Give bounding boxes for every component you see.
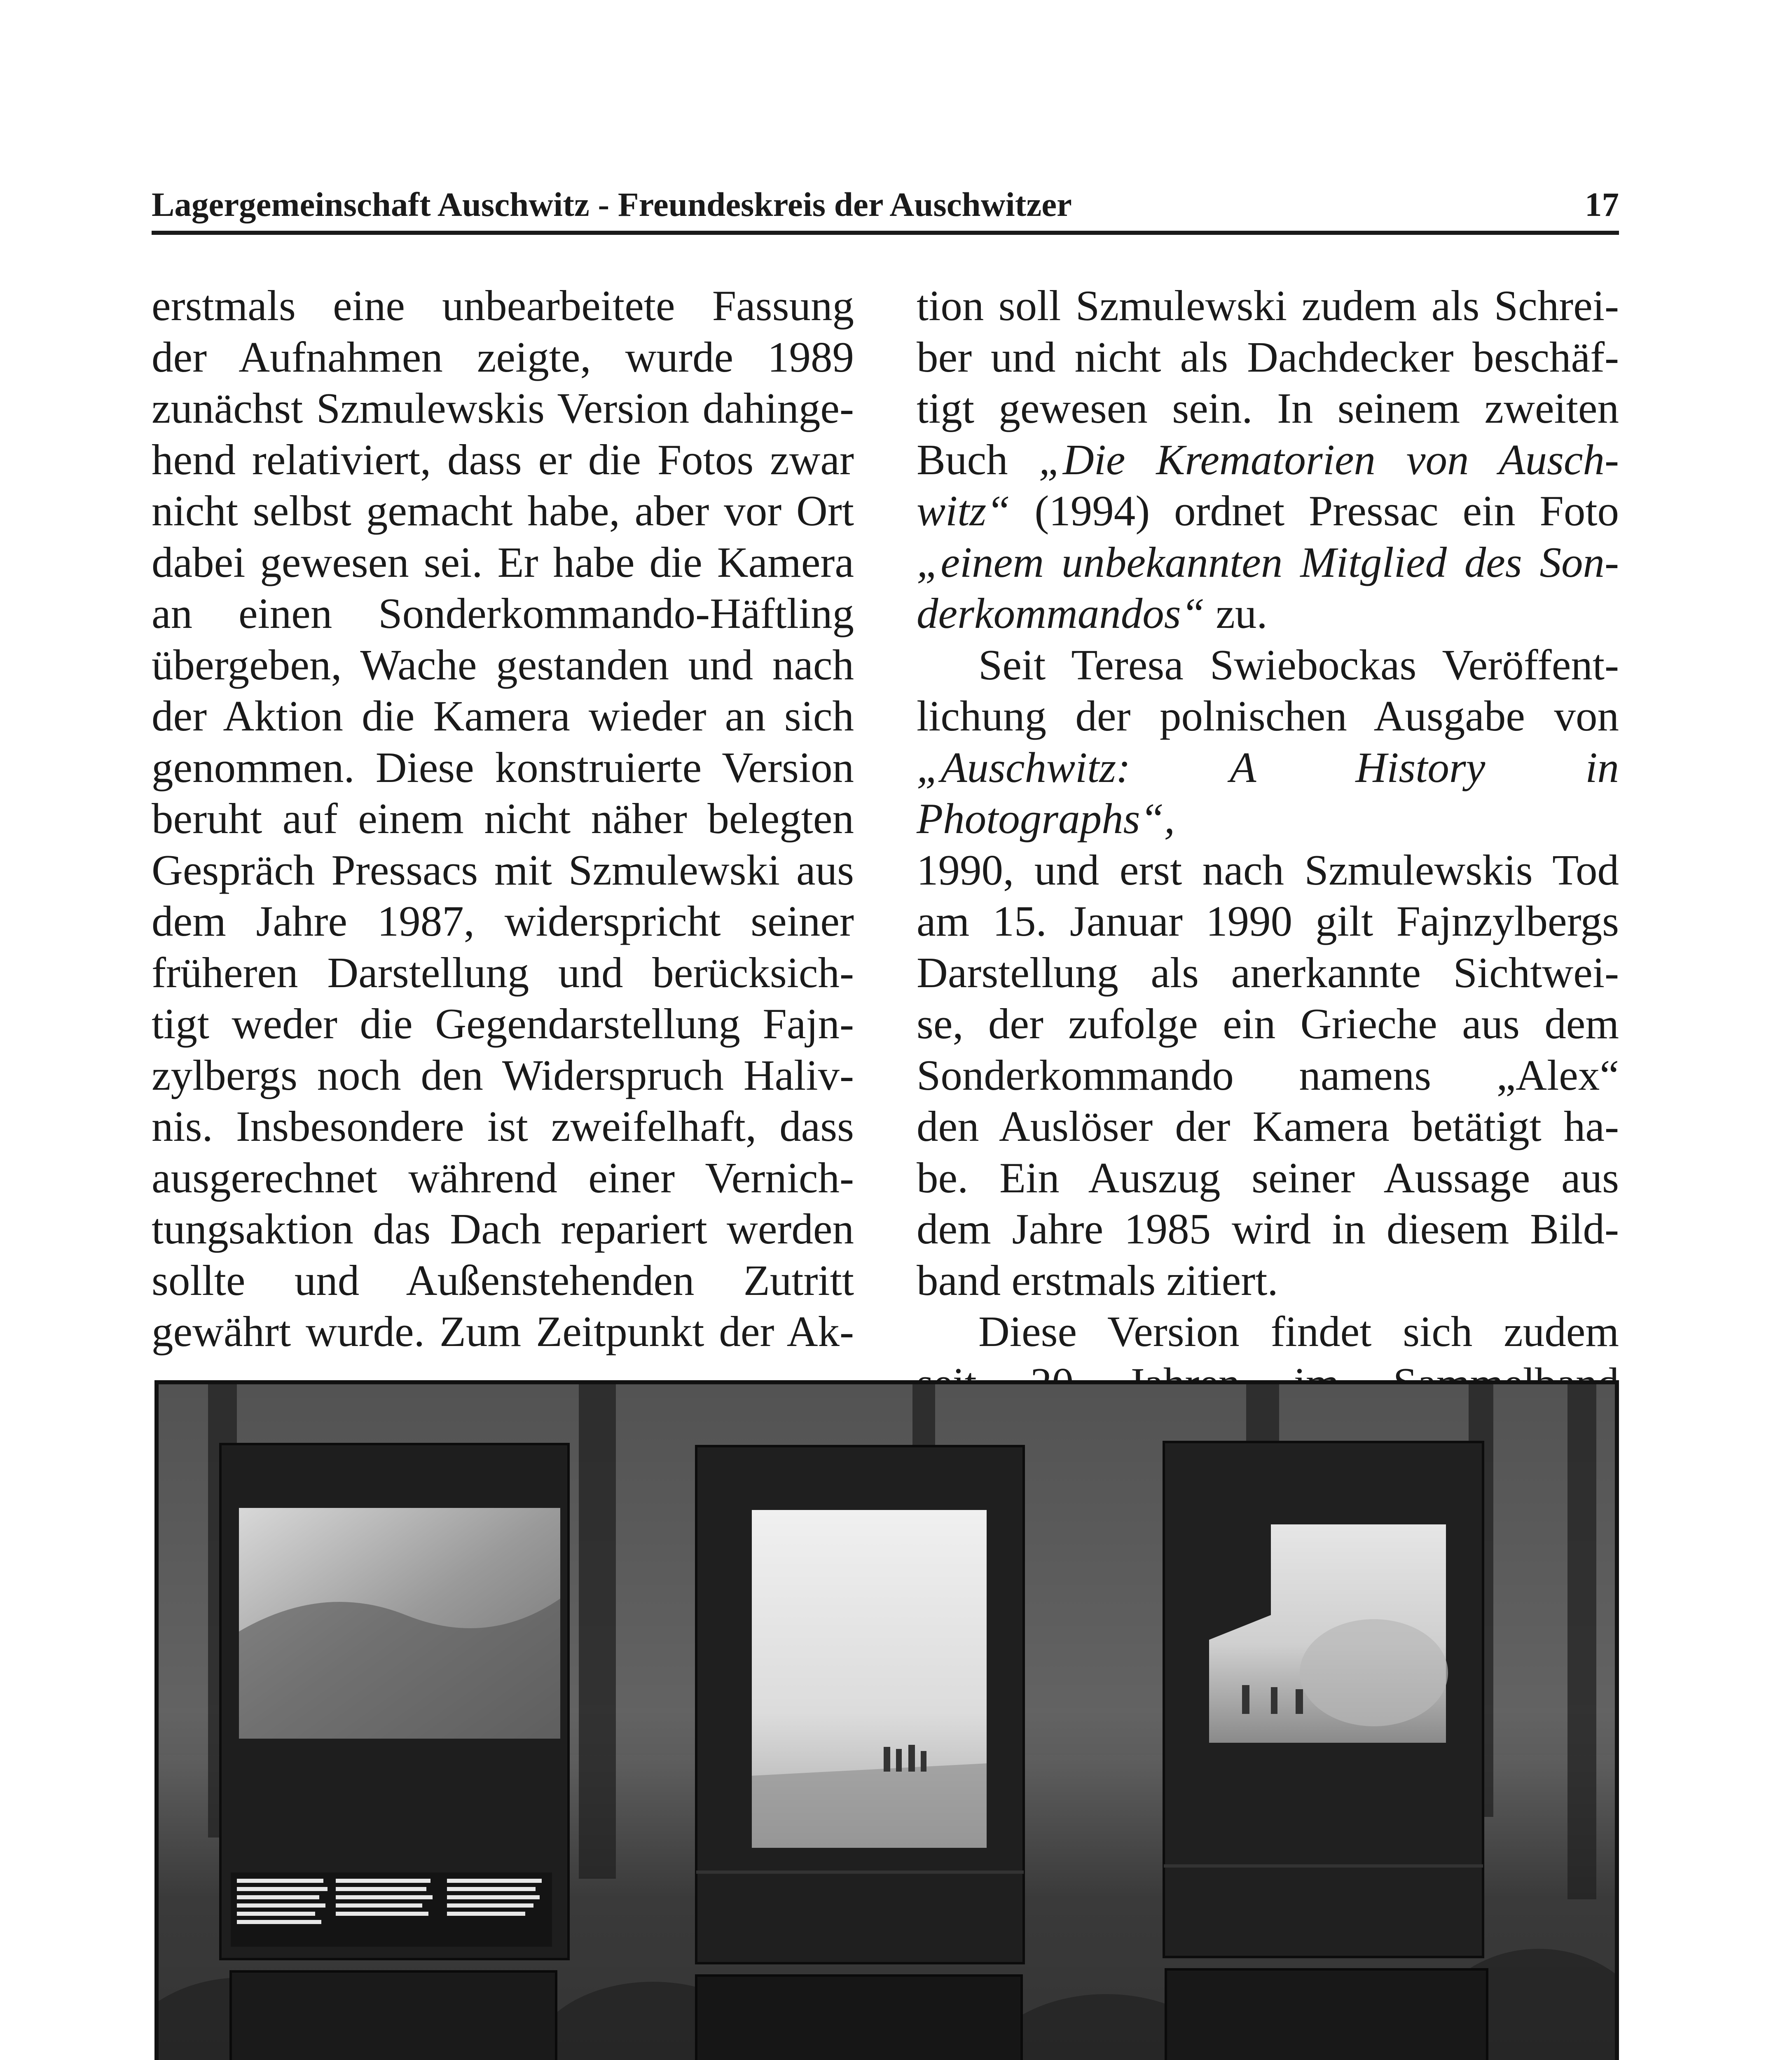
text-line: tion soll Szmulewski zudem als Schrei- [917, 281, 1619, 330]
text-line: am 15. Januar 1990 gilt Fajnzylbergs [917, 897, 1619, 945]
text-line: Diese Version findet sich zudem [978, 1307, 1619, 1355]
text-line: ausgerechnet während einer Vernich- [152, 1153, 854, 1202]
text-line: der Aktion die Kamera wieder an sich [152, 692, 854, 740]
text-line: Darstellung als anerkannte Sichtwei- [917, 948, 1619, 997]
text-line: tigt gewesen sein. In seinem zweiten [917, 384, 1619, 432]
panel-base [1166, 1969, 1487, 2060]
text-line: lichung der polnischen Ausgabe von [917, 692, 1619, 740]
text-line [917, 485, 1619, 537]
page-number: 17 [1585, 185, 1619, 223]
text-line: be. Ein Auszug seiner Aussage aus [917, 1153, 1619, 1202]
text-line [917, 588, 1619, 639]
quotation: derkommandos“ [917, 589, 1205, 637]
panel-base [696, 1976, 1022, 2060]
text-fragment: zu. [1205, 589, 1268, 637]
header-rule [152, 231, 1619, 235]
text-line: nicht selbst gemacht habe, aber vor Ort [152, 487, 854, 535]
text-line: hend relativiert, dass er die Fotos zwar [152, 435, 854, 484]
text-line [917, 537, 1619, 588]
panel-base [231, 1971, 556, 2060]
book-title: „Die Krematorien von Ausch- [1039, 435, 1619, 484]
book-title: „Auschwitz: A History in Photographs“, [917, 743, 1619, 843]
text-line: früheren Darstellung und berücksich- [152, 948, 854, 997]
text-line: den Auslöser der Kamera betätigt ha- [917, 1102, 1619, 1150]
text-line: zylbergs noch den Widerspruch Haliv- [152, 1051, 854, 1099]
text-line: Sonderkommando namens „Alex“ [917, 1051, 1619, 1099]
text-line: dem Jahre 1987, widerspricht seiner [152, 897, 854, 945]
text-line: sollte und Außenstehenden Zutritt [152, 1256, 854, 1304]
running-header [152, 180, 1619, 222]
text-line: Seit Teresa Swiebockas Veröffent- [978, 640, 1619, 689]
text-line: gewährt wurde. Zum Zeitpunkt der Ak- [152, 1307, 854, 1355]
text-line: tungsaktion das Dach repariert werden [152, 1205, 854, 1253]
text-line: dabei gewesen sei. Er habe die Kamera [152, 538, 854, 586]
text-line: genommen. Diese konstruierte Version [152, 743, 854, 791]
quotation: „einem unbekannten Mitglied des Son- [917, 538, 1619, 586]
text-line: beruht auf einem nicht näher belegten [152, 794, 854, 843]
text-line: nis. Insbesondere ist zweifelhaft, dass [152, 1102, 854, 1150]
memorial-photo [154, 1380, 1619, 2060]
text-line: ber und nicht als Dachdecker beschäf- [917, 332, 1619, 381]
text-line: an einen Sonderkommando-Häftling [152, 589, 854, 637]
text-line: band erstmals zitiert. [917, 1256, 1278, 1304]
text-line: se, der zufolge ein Grieche aus dem [917, 1000, 1619, 1048]
text-fragment: Buch [917, 435, 1039, 484]
text-line: 1990, und erst nach Szmulewskis Tod [917, 845, 1619, 894]
text-line: erstmals eine unbearbeitete Fassung [152, 281, 854, 330]
text-line [917, 434, 1619, 486]
right-column [917, 280, 1619, 1409]
text-line: dem Jahre 1985 wird in diesem Bild- [917, 1205, 1619, 1253]
memorial-photo-illustration [159, 1384, 1615, 2060]
text-fragment: (1994) ordnet Pressac ein Foto [1010, 487, 1619, 535]
text-line [917, 742, 1619, 845]
text-line: Gespräch Pressacs mit Szmulewski aus [152, 845, 854, 894]
book-title: witz“ [917, 487, 1011, 535]
text-line: zunächst Szmulewskis Version dahinge- [152, 384, 854, 432]
text-line: übergeben, Wache gestanden und nach [152, 640, 854, 689]
left-column [152, 280, 854, 1358]
running-title: Lagergemeinschaft Auschwitz - Freundeskreis der Auschwitzer [152, 185, 1072, 223]
text-line: der Aufnahmen zeigte, wurde 1989 [152, 332, 854, 381]
text-line: tigt weder die Gegendarstellung Fajn- [152, 1000, 854, 1048]
